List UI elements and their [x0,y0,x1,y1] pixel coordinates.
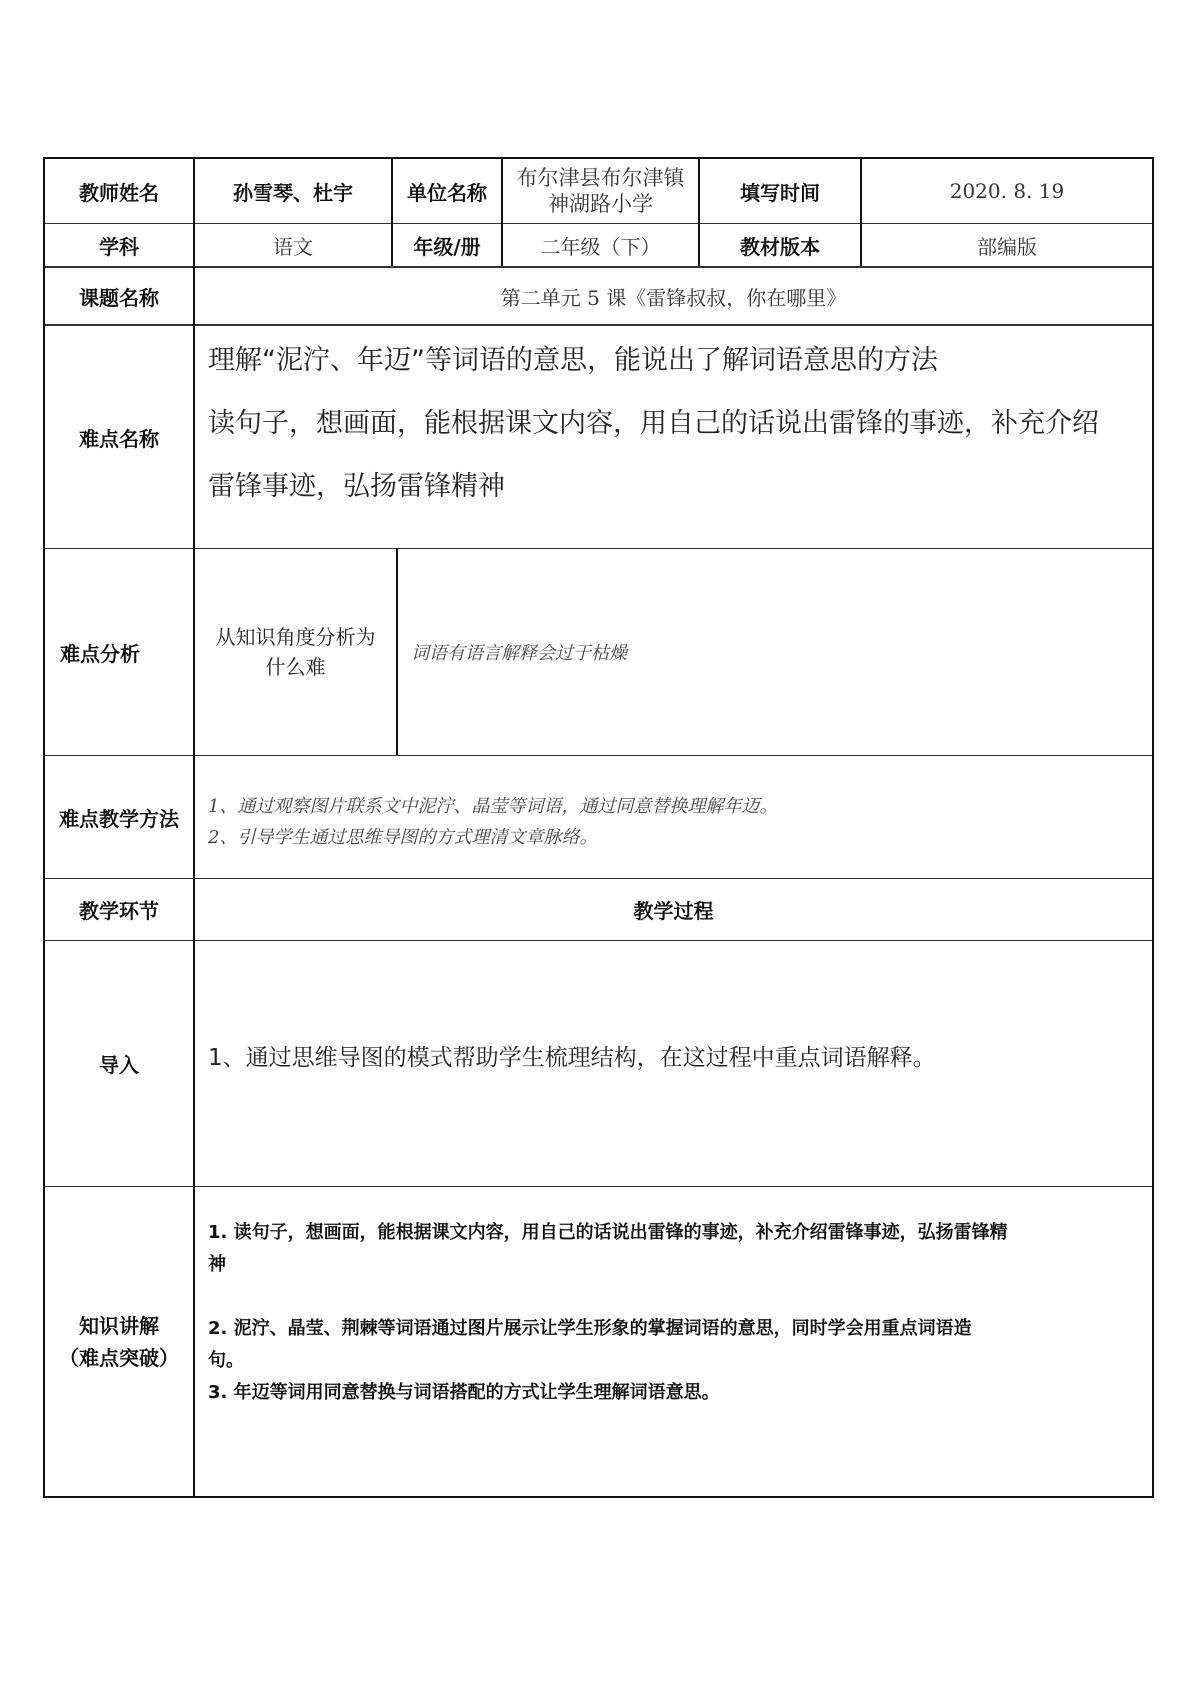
teaching-method-list [208,791,777,853]
edition-label: 教材版本 [740,234,820,259]
unit-name-line: 布尔津县布尔津镇 [516,166,685,190]
row-divider [45,1186,1152,1187]
analysis-label: 难点分析 [60,641,140,666]
knowledge-item-line: 句。 [208,1350,244,1371]
teacher-name-value: 孙雪琴、杜宇 [233,180,353,205]
row-divider [45,324,1152,326]
unit-name-label: 单位名称 [407,180,487,205]
column-divider [193,159,195,1496]
row-divider [45,755,1152,756]
intro-text: 1、通过思维导图的模式帮助学生梳理结构，在这过程中重点词语解释。 [208,1045,936,1071]
fill-date-label: 填写时间 [740,180,820,205]
teaching-method-item: 2、引导学生通过思维导图的方式理清文章脉络。 [208,827,598,848]
topic-label: 课题名称 [79,285,159,310]
knowledge-label [45,1187,193,1496]
analysis-sub-label [195,549,396,755]
analysis-sub-label-line: 什么难 [265,655,326,679]
grade-value: 二年级（下） [540,234,661,259]
knowledge-item-line: 3. 年迈等词用同意替换与词语搭配的方式让学生理解词语意思。 [208,1382,720,1403]
lesson-plan-table [43,157,1154,1498]
topic-value: 第二单元 5 课《雷锋叔叔，你在哪里》 [500,285,847,310]
subject-label: 学科 [99,234,139,259]
subject-value: 语文 [273,234,313,259]
knowledge-label-line: （难点突破） [59,1345,179,1370]
difficulty-label: 难点名称 [79,426,159,451]
difficulty-text [208,329,1148,518]
difficulty-line: 读句子，想画面，能根据课文内容，用自己的话说出雷锋的事迹，补充介绍 [208,408,1099,439]
knowledge-label-line: 知识讲解 [79,1313,159,1338]
row-divider [45,940,1152,941]
analysis-sub-label-line: 从知识角度分析为 [215,625,376,649]
knowledge-item-line: 1. 读句子，想画面，能根据课文内容，用自己的话说出雷锋的事迹，补充介绍雷锋事迹，弘扬雷锋精 [208,1222,1008,1243]
fill-date-value: 2020. 8. 19 [949,179,1065,203]
knowledge-item-line: 2. 泥泞、晶莹、荆棘等词语通过图片展示让学生形象的掌握词语的意思，同时学会用重点词语造 [208,1318,972,1339]
teaching-stage-header: 教学环节 [79,899,159,923]
analysis-value: 词语有语言解释会过于枯燥 [411,643,627,664]
teacher-name-label: 教师姓名 [79,180,159,205]
intro-label: 导入 [99,1053,139,1077]
difficulty-line: 雷锋事迹，弘扬雷锋精神 [208,471,505,502]
column-divider [396,548,398,755]
teaching-method-item: 1、通过观察图片联系文中泥泞、晶莹等词语，通过同意替换理解年迈。 [208,796,778,817]
unit-name-line: 神湖路小学 [548,192,653,216]
grade-label: 年级/册 [413,234,481,259]
teaching-process-header: 教学过程 [633,899,714,923]
knowledge-content [208,1217,1148,1409]
knowledge-spacer [208,1281,1148,1313]
difficulty-line: 理解“泥泞、年迈”等词语的意思，能说出了解词语意思的方法 [208,345,938,376]
unit-name-value [503,159,698,223]
knowledge-item-line: 神 [208,1254,226,1275]
edition-value: 部编版 [977,234,1037,259]
teaching-method-label: 难点教学方法 [59,806,179,831]
